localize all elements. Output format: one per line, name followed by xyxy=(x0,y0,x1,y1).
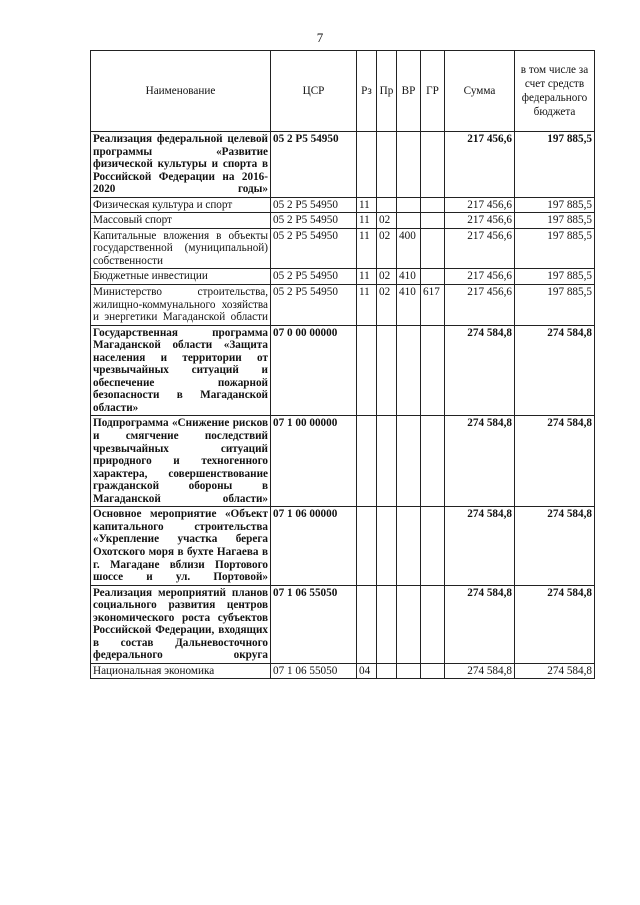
cell-sum: 274 584,8 xyxy=(445,585,515,663)
cell-pr: 02 xyxy=(377,228,397,269)
cell-federal: 197 885,5 xyxy=(515,228,595,269)
table-row xyxy=(91,197,595,213)
table-header-row xyxy=(91,51,595,132)
cell-pr: 02 xyxy=(377,285,397,326)
cell-vr: 400 xyxy=(397,228,421,269)
table-row xyxy=(91,507,595,585)
cell-csr: 07 1 06 55050 xyxy=(271,585,357,663)
cell-rz xyxy=(357,325,377,416)
cell-rz: 11 xyxy=(357,228,377,269)
cell-rz xyxy=(357,507,377,585)
cell-csr: 07 1 06 00000 xyxy=(271,507,357,585)
cell-vr xyxy=(397,132,421,198)
cell-sum: 217 456,6 xyxy=(445,228,515,269)
cell-federal: 274 584,8 xyxy=(515,325,595,416)
cell-csr: 05 2 P5 54950 xyxy=(271,197,357,213)
cell-pr: 02 xyxy=(377,269,397,285)
table-row xyxy=(91,213,595,229)
cell-vr xyxy=(397,197,421,213)
header-csr: ЦСР xyxy=(271,51,357,132)
cell-csr: 05 2 P5 54950 xyxy=(271,228,357,269)
cell-federal: 197 885,5 xyxy=(515,213,595,229)
header-federal: в том числе за счет средств федерального бюджета xyxy=(515,51,595,132)
table-row xyxy=(91,228,595,269)
cell-gr xyxy=(421,663,445,679)
budget-table xyxy=(90,50,595,679)
cell-vr xyxy=(397,585,421,663)
cell-pr xyxy=(377,325,397,416)
cell-sum: 217 456,6 xyxy=(445,285,515,326)
cell-federal: 274 584,8 xyxy=(515,507,595,585)
cell-name: Капитальные вложения в объекты государственной (муниципальной) собственности xyxy=(91,228,271,269)
cell-gr xyxy=(421,585,445,663)
cell-vr: 410 xyxy=(397,269,421,285)
cell-vr xyxy=(397,507,421,585)
cell-rz: 11 xyxy=(357,213,377,229)
cell-sum: 217 456,6 xyxy=(445,132,515,198)
table-row xyxy=(91,285,595,326)
cell-rz: 11 xyxy=(357,285,377,326)
cell-sum: 274 584,8 xyxy=(445,325,515,416)
cell-pr xyxy=(377,132,397,198)
cell-federal: 274 584,8 xyxy=(515,585,595,663)
cell-name: Реализация мероприятий планов социального развития центров экономического роста субъектов Российской Федерации, входящих в состав Дальневосточного федерального округа xyxy=(91,585,271,663)
cell-pr xyxy=(377,663,397,679)
cell-federal: 274 584,8 xyxy=(515,416,595,507)
header-pr: Пр xyxy=(377,51,397,132)
header-sum: Сумма xyxy=(445,51,515,132)
cell-name: Министерство строительства, жилищно-коммунального хозяйства и энергетики Магаданской области xyxy=(91,285,271,326)
cell-rz: 04 xyxy=(357,663,377,679)
table-row xyxy=(91,132,595,198)
table-row xyxy=(91,269,595,285)
cell-sum: 274 584,8 xyxy=(445,663,515,679)
cell-rz: 11 xyxy=(357,269,377,285)
cell-vr xyxy=(397,663,421,679)
cell-gr xyxy=(421,269,445,285)
cell-gr xyxy=(421,507,445,585)
cell-sum: 217 456,6 xyxy=(445,213,515,229)
cell-csr: 05 2 P5 54950 xyxy=(271,132,357,198)
cell-rz xyxy=(357,585,377,663)
header-name: Наименование xyxy=(91,51,271,132)
cell-gr xyxy=(421,197,445,213)
cell-federal: 197 885,5 xyxy=(515,132,595,198)
cell-gr xyxy=(421,416,445,507)
cell-pr xyxy=(377,197,397,213)
cell-sum: 217 456,6 xyxy=(445,197,515,213)
table-row xyxy=(91,585,595,663)
cell-name: Государственная программа Магаданской области «Защита населения и территории от чрезвычайных ситуаций и обеспечение пожарной безопасности в Магаданской области» xyxy=(91,325,271,416)
cell-name: Национальная экономика xyxy=(91,663,271,679)
cell-csr: 05 2 P5 54950 xyxy=(271,285,357,326)
cell-federal: 274 584,8 xyxy=(515,663,595,679)
cell-name: Бюджетные инвестиции xyxy=(91,269,271,285)
cell-gr xyxy=(421,325,445,416)
cell-rz xyxy=(357,132,377,198)
table-row xyxy=(91,325,595,416)
table-row xyxy=(91,416,595,507)
cell-gr: 617 xyxy=(421,285,445,326)
cell-gr xyxy=(421,228,445,269)
cell-csr: 05 2 P5 54950 xyxy=(271,269,357,285)
cell-name: Физическая культура и спорт xyxy=(91,197,271,213)
cell-gr xyxy=(421,213,445,229)
header-vr: ВР xyxy=(397,51,421,132)
cell-pr: 02 xyxy=(377,213,397,229)
cell-csr: 07 1 00 00000 xyxy=(271,416,357,507)
cell-pr xyxy=(377,416,397,507)
cell-sum: 217 456,6 xyxy=(445,269,515,285)
cell-pr xyxy=(377,507,397,585)
cell-name: Подпрограмма «Снижение рисков и смягчение последствий чрезвычайных ситуаций природного и техногенного характера, совершенствование гражданской обороны в Магаданской области» xyxy=(91,416,271,507)
cell-name: Реализация федеральной целевой программы «Развитие физической культуры и спорта в Российской Федерации на 2016-2020 годы» xyxy=(91,132,271,198)
cell-vr xyxy=(397,325,421,416)
cell-vr xyxy=(397,416,421,507)
cell-csr: 07 1 06 55050 xyxy=(271,663,357,679)
cell-rz xyxy=(357,416,377,507)
cell-csr: 07 0 00 00000 xyxy=(271,325,357,416)
header-gr: ГР xyxy=(421,51,445,132)
cell-federal: 197 885,5 xyxy=(515,197,595,213)
cell-rz: 11 xyxy=(357,197,377,213)
cell-federal: 197 885,5 xyxy=(515,285,595,326)
table-row xyxy=(91,663,595,679)
cell-gr xyxy=(421,132,445,198)
header-rz: Рз xyxy=(357,51,377,132)
cell-sum: 274 584,8 xyxy=(445,507,515,585)
page-number: 7 xyxy=(316,30,324,45)
cell-vr xyxy=(397,213,421,229)
cell-vr: 410 xyxy=(397,285,421,326)
cell-csr: 05 2 P5 54950 xyxy=(271,213,357,229)
cell-sum: 274 584,8 xyxy=(445,416,515,507)
cell-pr xyxy=(377,585,397,663)
cell-name: Массовый спорт xyxy=(91,213,271,229)
cell-federal: 197 885,5 xyxy=(515,269,595,285)
cell-name: Основное мероприятие «Объект капитального строительства «Укрепление участка берега Охотского моря в бухте Нагаева в г. Магадане вблизи Портового шоссе и ул. Портовой» xyxy=(91,507,271,585)
